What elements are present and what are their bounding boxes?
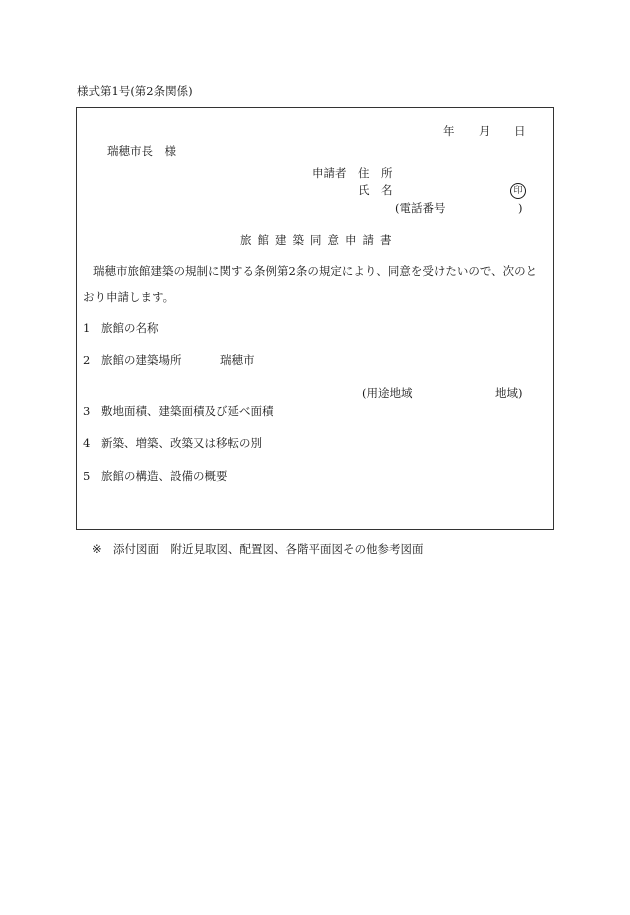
zoning-open: (用途地域 [362,386,413,400]
phone-close: ) [518,201,523,215]
phone-label: (電話番号 [395,201,446,215]
item-4-number: 4 [83,436,91,450]
body-line-2: おり申請します。 [83,290,175,304]
name-label: 氏 名 [358,183,393,197]
item-3-label: 敷地面積、建築面積及び延べ面積 [101,404,274,418]
item-1-label: 旅館の名称 [101,321,159,335]
item-5-label: 旅館の構造、設備の概要 [101,469,228,483]
applicant-label: 申請者 [312,166,347,180]
note-text: 添付図面 附近見取図、配置図、各階平面図その他参考図面 [113,542,424,556]
body-paragraph [83,258,537,310]
note-mark: ※ [92,542,102,556]
address-label: 住 所 [358,166,393,180]
addressee: 瑞穂市長 様 [107,144,176,158]
body-line-1: 瑞穂市旅館建築の規制に関する条例第2条の規定により、同意を受けたいので、次のと [93,264,538,278]
seal-icon: 印 [510,183,526,199]
item-2-value: 瑞穂市 [220,353,255,367]
date-year: 年 [443,124,455,138]
item-1-number: 1 [83,321,91,335]
application-form [76,107,554,530]
item-4-label: 新築、増築、改築又は移転の別 [101,436,262,450]
item-2-number: 2 [83,353,91,367]
zoning-close: 地域) [495,386,523,400]
item-5-number: 5 [83,469,91,483]
date-month: 月 [479,124,491,138]
form-title: 旅館建築同意申請書 [240,233,398,247]
item-3-number: 3 [83,404,91,418]
item-2-label: 旅館の建築場所 [101,353,182,367]
date-day: 日 [514,124,526,138]
form-number: 様式第1号(第2条関係) [77,84,193,98]
